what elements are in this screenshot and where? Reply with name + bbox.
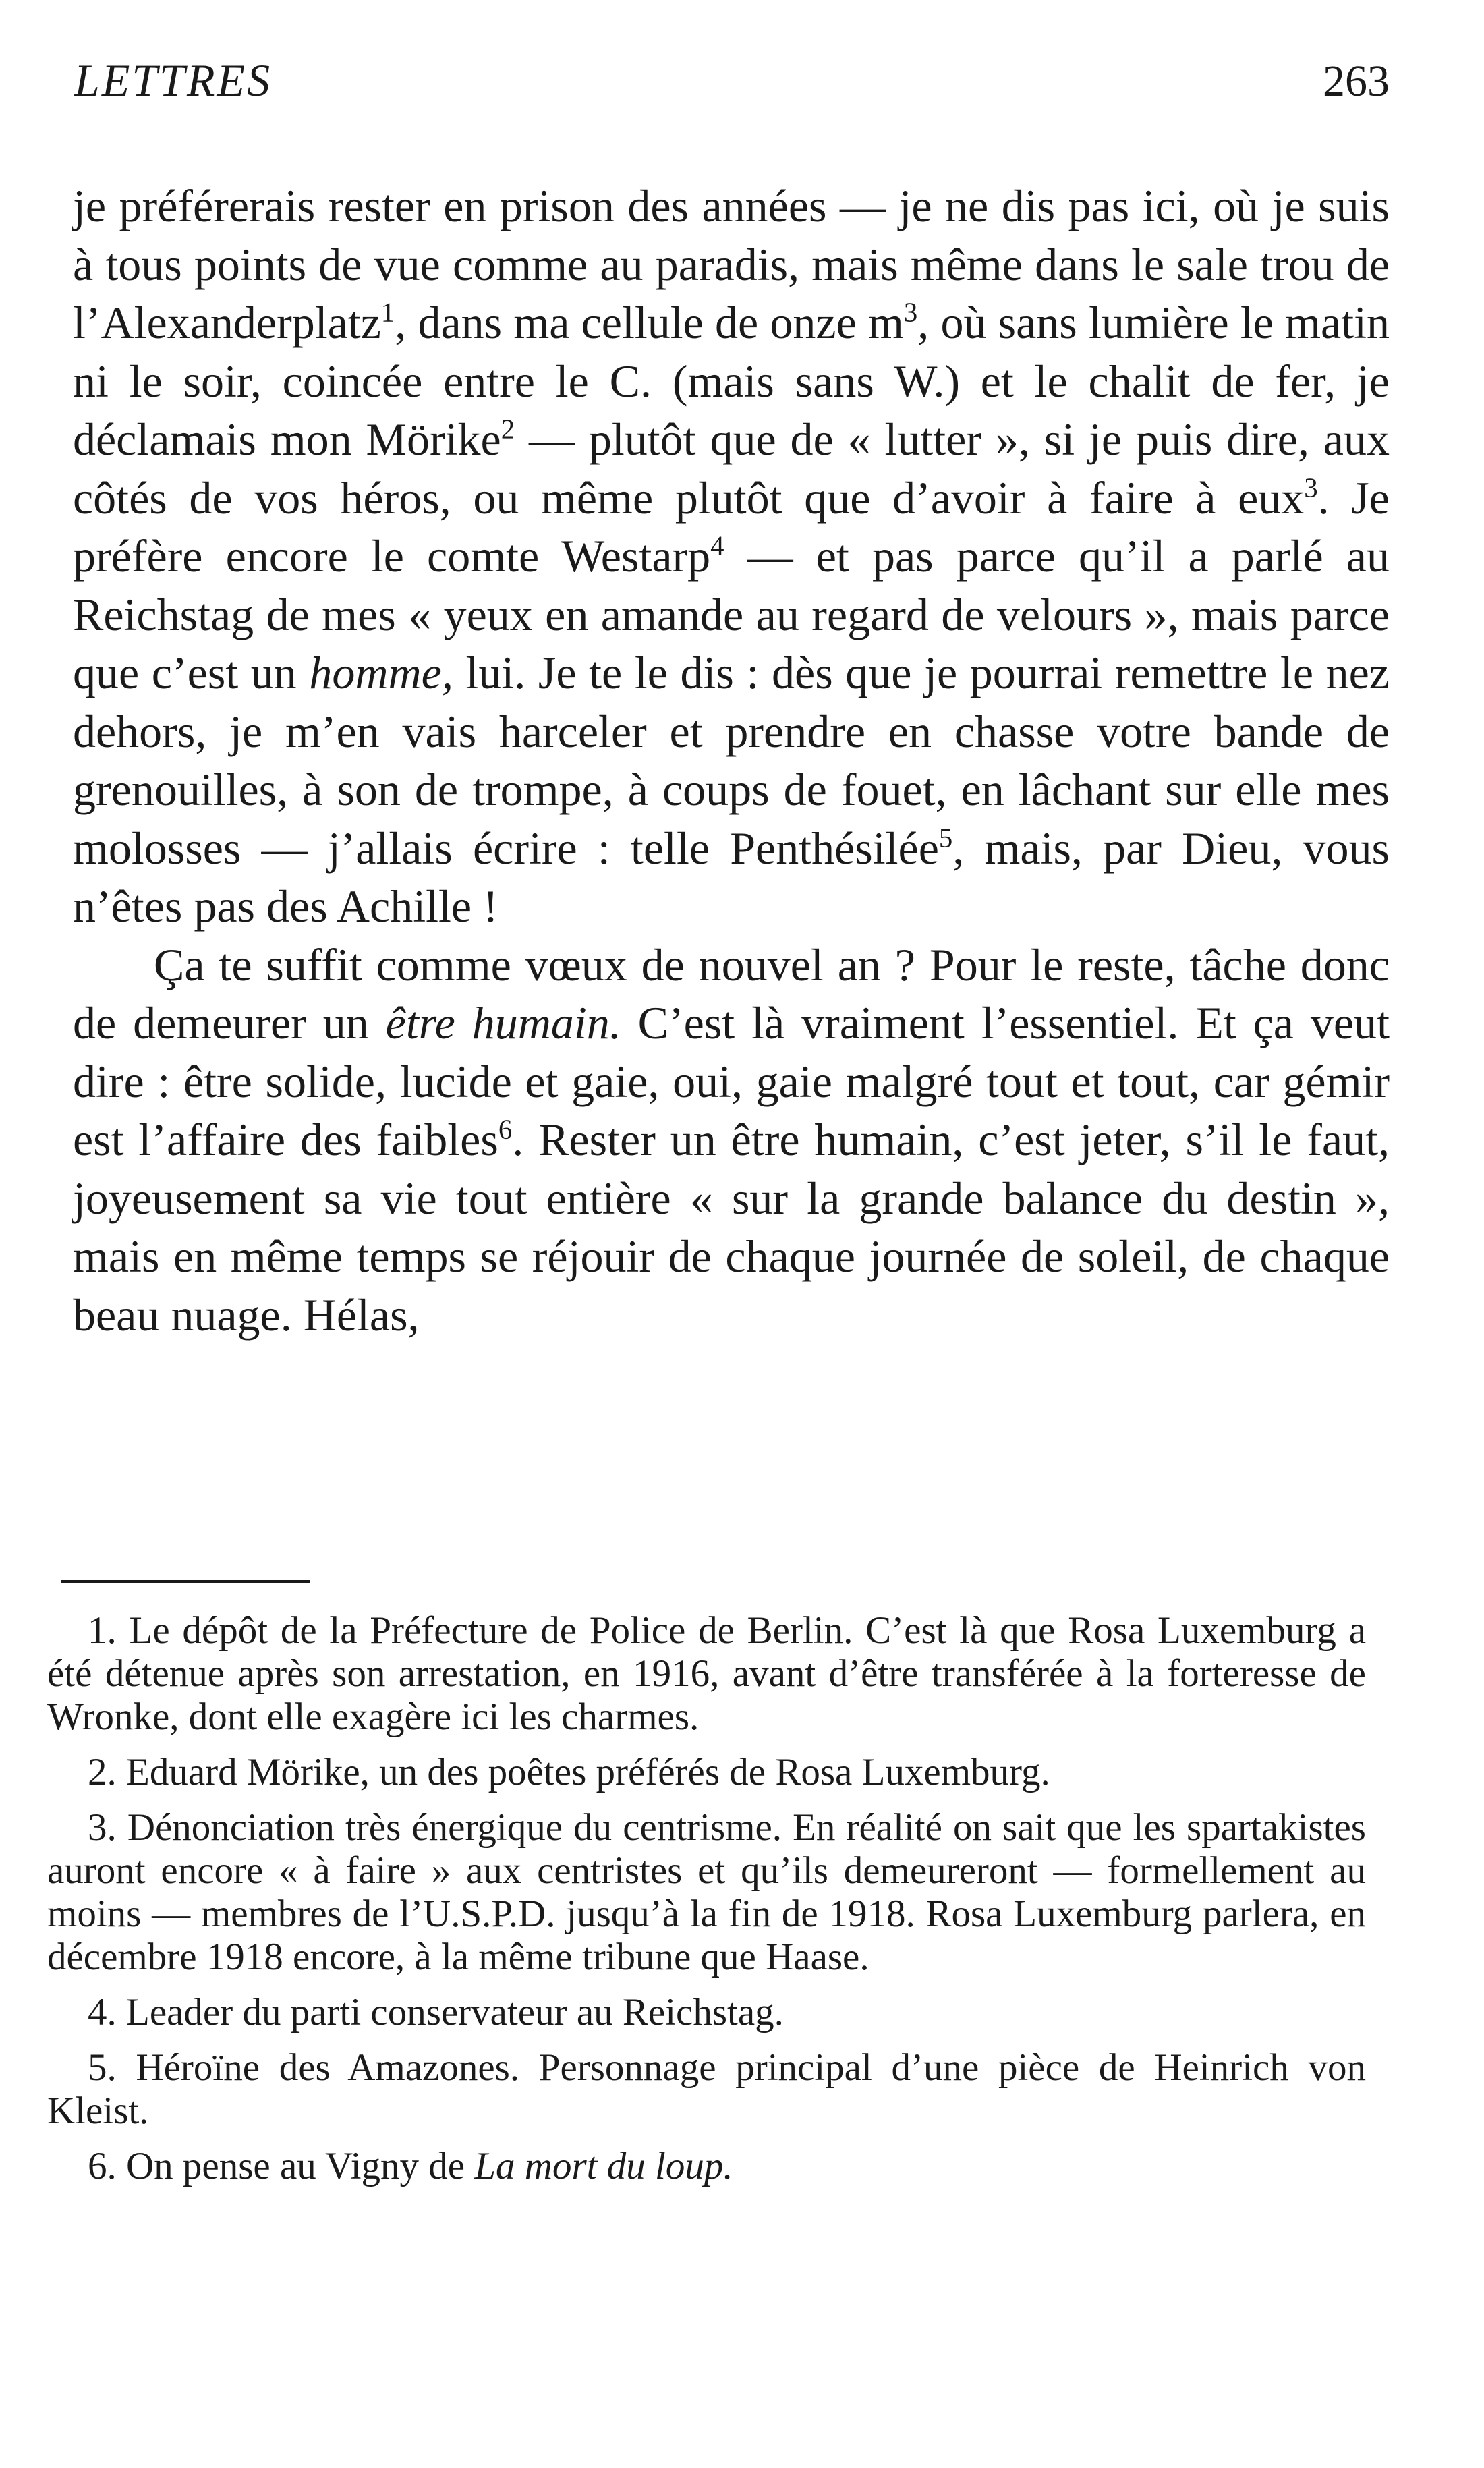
paragraph-1 [73, 177, 1390, 936]
text-run: C’est là vraiment l’essentiel. Et ça veut dire : être solide, lucide et gaie, oui, gaie malgré tout et tout, car gémir est l’affaire des faibles [73, 997, 1390, 1165]
footnote-2: 2. Eduard Mörike, un des poêtes préférés de Rosa Luxemburg. [88, 1751, 1050, 1793]
text-run: Ça te suffit comme vœux de nouvel an ? Pour le reste, tâche donc de demeurer un [73, 938, 1390, 1048]
footnote-3: 3. Dénonciation très énergique du centrisme. En réalité on sait que les spartakistes auront encore « à faire » aux centristes et qu’ils demeureront — formellement au moins — membres de l’U.S.P.D. jusqu’à la fin de 1918. Rosa Luxemburg parlera, en décembre 1918 encore, à la même tribune que Haase. [47, 1806, 1366, 1978]
text-run: je préférerais rester en prison des années — je ne dis pas ici, où je suis à tous points de vue comme au paradis, mais même dans le sale trou de l’Alexanderplatz [73, 180, 1390, 348]
footnotes [47, 1609, 1366, 2200]
text-run: , dans ma cellule de onze m [395, 297, 904, 348]
footnote-ref-1: 1 [380, 297, 395, 328]
text-run: , mais, par Dieu, vous n’êtes pas des Achille ! [73, 822, 1390, 932]
text-run: , où sans lumière le matin ni le soir, coincée entre le C. (mais sans W.) et le chalit de fer, je déclamais mon Mörike [73, 297, 1390, 465]
footnote-4: 4. Leader du parti conservateur au Reichstag. [88, 1991, 784, 2034]
text-run: . Rester un être humain, c’est jeter, s’il le faut, joyeusement sa vie tout entière « sur la grande balance du destin », mais en même temps se réjouir de chaque journée de soleil, de chaque beau nuage. Hélas, [73, 1114, 1390, 1341]
footnote-ref-6: 6 [498, 1114, 513, 1145]
text-run: — plutôt que de « lutter », si je puis dire, aux côtés de vos héros, ou même plutôt que d’avoir à faire à eux [73, 414, 1390, 524]
footnote-1: 1. Le dépôt de la Préfecture de Police de Berlin. C’est là que Rosa Luxemburg a été détenue après son arrestation, en 1916, avant d’être transférée à la forteresse de Wronke, dont elle exagère ici les charmes. [47, 1609, 1366, 1738]
footnote-ref-5: 5 [938, 822, 953, 853]
text-run: — et pas parce qu’il a parlé au Reichstag de mes « yeux en amande au regard de velours », mais parce que c’est un [73, 530, 1390, 698]
footnote-ref-3: 3 [1304, 472, 1318, 503]
page-header [74, 54, 1390, 107]
text-run: . Je préfère encore le comte Westarp [73, 472, 1390, 582]
footnote-ref-4: 4 [710, 530, 724, 561]
footnote-6 [47, 2145, 1366, 2188]
body-text [73, 177, 1390, 1344]
paragraph-2 [73, 936, 1390, 1345]
text-run: lui. Je te le dis : dès que je pourrai remettre le nez dehors, je m’en vais harceler et prendre en chasse votre bande de grenouilles, à son de trompe, à coups de fouet, en lâchant sur elle mes molosses — j’allais écrire : telle Penthésilée [73, 647, 1390, 874]
page-number: 263 [1323, 57, 1390, 106]
work-title: La mort du loup. [474, 2145, 733, 2187]
emphasis: être humain. [385, 997, 621, 1048]
text-run: 6. On pense au Vigny de [88, 2145, 475, 2187]
running-title: LETTRES [74, 55, 273, 106]
emphasis: homme, [309, 647, 453, 698]
footnote-divider [61, 1580, 310, 1583]
footnote-5: 5. Héroïne des Amazones. Personnage principal d’une pièce de Heinrich von Kleist. [47, 2046, 1366, 2132]
footnote-ref-2: 2 [501, 414, 515, 445]
superscript-cube: 3 [903, 297, 918, 328]
